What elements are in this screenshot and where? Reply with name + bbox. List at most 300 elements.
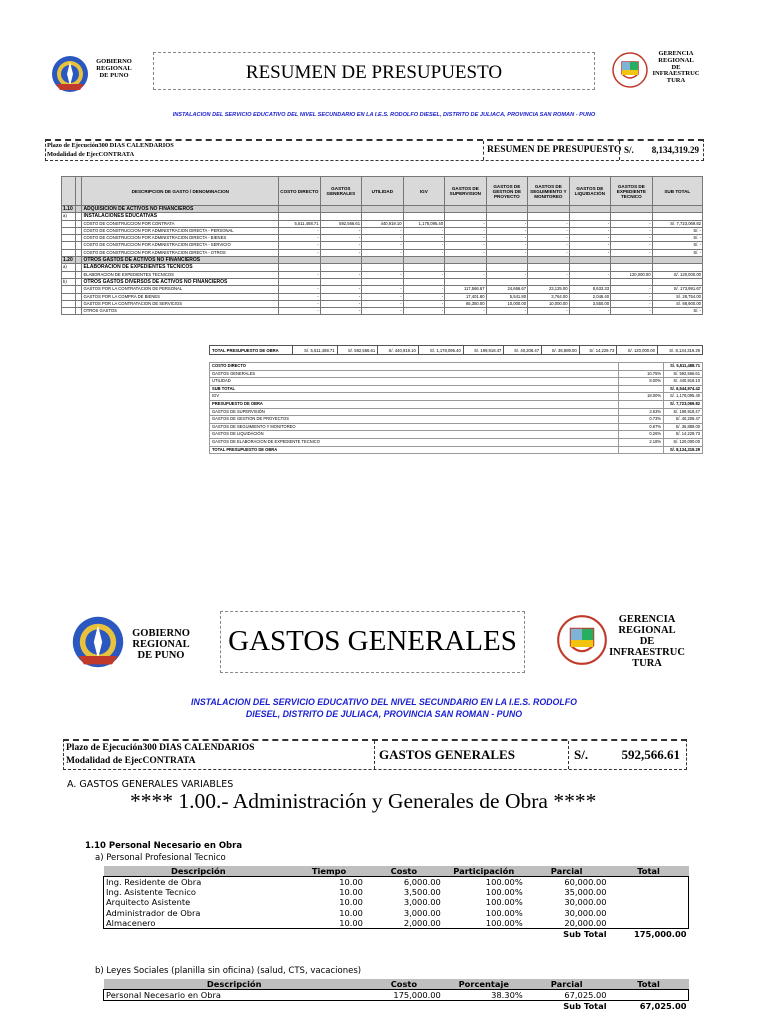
- row-value: [320, 278, 362, 285]
- row-value: -: [569, 271, 611, 278]
- row-value: -: [569, 249, 611, 256]
- summary-row: [210, 423, 703, 431]
- row-value: [279, 206, 321, 213]
- table-cell: 100.00%: [485, 887, 523, 898]
- row-value: S/. 173,991.67: [652, 286, 702, 293]
- summary-value: S/. 5,511,488.71: [664, 363, 703, 371]
- table-cell: Administrador de Obra: [106, 907, 201, 918]
- row-value: [652, 206, 702, 213]
- summary-pct: [619, 446, 664, 454]
- row-desc: COSTO DE CONSTRUCCION POR ADMINISTRACION DIRECTA - OTROS: [82, 249, 279, 256]
- col-header: COSTO DIRECTO: [279, 177, 321, 206]
- summary-label: GASTOS DE GESTION DE PROYECTOS: [210, 416, 619, 424]
- total-value: S/. 1,178,095.40: [418, 346, 463, 355]
- summary-row: [210, 363, 703, 371]
- row-value: [611, 213, 653, 220]
- summary-row: [210, 385, 703, 393]
- row-code: [62, 308, 76, 315]
- row-value: [569, 213, 611, 220]
- table-cell: 10.00: [339, 877, 363, 887]
- row-value: [528, 213, 570, 220]
- row-value: -: [528, 308, 570, 315]
- row-value: -: [279, 308, 321, 315]
- row-desc: GASTOS POR LA CONTRATACION DE SERVICIOS: [82, 300, 279, 307]
- row-value: [486, 213, 528, 220]
- ger-line: INFRAESTRUC: [652, 70, 700, 78]
- row-value: [611, 264, 653, 271]
- gastos-label: GASTOS GENERALES: [379, 747, 515, 762]
- table-cell: Arquitecto Asistente: [106, 897, 191, 908]
- ger-line: GERENCIA: [618, 614, 676, 625]
- row-code: a): [62, 264, 76, 271]
- col-header: GASTOS DE LIQUIDACIÓN: [569, 177, 611, 206]
- summary-value: S/. 7,723,069.82: [664, 400, 703, 408]
- subtotal-value: 175,000.00: [609, 929, 689, 940]
- table-cell: 10.00: [339, 907, 363, 918]
- row-value: 24,666.67: [486, 286, 528, 293]
- row-value: 440,919.10: [362, 220, 404, 227]
- row-value: 1,178,095.40: [403, 220, 445, 227]
- row-desc: COSTO DE CONSTRUCCION POR CONTRATA: [82, 220, 279, 227]
- summary-row: [210, 446, 703, 454]
- row-value: [320, 206, 362, 213]
- gob-line: REGIONAL: [96, 64, 132, 72]
- col-header: Costo: [365, 866, 443, 877]
- row-value: -: [279, 242, 321, 249]
- row-value: [320, 213, 362, 220]
- row-value: 65,350.00: [445, 300, 487, 307]
- row-value: -: [528, 249, 570, 256]
- row-value: [362, 206, 404, 213]
- col-header: IGV: [403, 177, 445, 206]
- row-value: [652, 264, 702, 271]
- summary-value: S/. 199,918.47: [664, 408, 703, 416]
- summary-value: S/. 440,919.10: [664, 378, 703, 386]
- row-value: -: [362, 293, 404, 300]
- row-value: -: [362, 308, 404, 315]
- row-value: 5,511,488.71: [279, 220, 321, 227]
- summary-value: S/. 40,208.47: [664, 416, 703, 424]
- summary-pct: [619, 385, 664, 393]
- table-cell: [609, 897, 689, 907]
- gob-line: DE PUNO: [137, 650, 185, 662]
- page2-title: GASTOS GENERALES: [228, 625, 517, 657]
- summary-row: [210, 370, 703, 378]
- row-value: S/. -: [652, 249, 702, 256]
- summary-label: GASTOS GENERALES: [210, 370, 619, 378]
- budget-row: [62, 213, 703, 220]
- summary-label: UTILIDAD: [210, 378, 619, 386]
- total-value: S/. 592,566.61: [337, 346, 378, 355]
- ger-line: INFRAESTRUC: [609, 647, 685, 659]
- row-value: S/. -: [652, 235, 702, 242]
- row-value: [486, 257, 528, 264]
- summary-value: S/. 14,229.73: [664, 431, 703, 439]
- row-value: 592,566.61: [320, 220, 362, 227]
- row-code: [62, 242, 76, 249]
- budget-row: [62, 235, 703, 242]
- gob-line: GOBIERNO: [96, 58, 132, 65]
- table-cell: 35,000.00: [564, 887, 607, 898]
- table-row: [104, 918, 689, 929]
- row-value: [403, 213, 445, 220]
- budget-table: [61, 176, 703, 315]
- row-value: -: [611, 300, 653, 307]
- col-header: Descripción: [104, 866, 294, 877]
- row-value: -: [486, 249, 528, 256]
- row-desc: GASTOS POR LA CONTRATACION DE PERSONAL: [82, 286, 279, 293]
- summary-label: GASTOS DE SUPERVISIÓN: [210, 408, 619, 416]
- row-code: a): [62, 213, 76, 220]
- row-value: [320, 257, 362, 264]
- row-desc: GASTOS POR LA COMPRA DE BIENES: [82, 293, 279, 300]
- col-header: GASTOS DE SUPERVISION: [445, 177, 487, 206]
- row-value: -: [611, 249, 653, 256]
- col-header: GASTOS DE EXPEDIENTE TECNICO: [611, 177, 653, 206]
- col-header: Total: [609, 979, 689, 990]
- row-value: [362, 264, 404, 271]
- summary-label: GASTOS DE ELABORACION DE EXPEDIENTE TECNICO: [210, 438, 619, 446]
- page2-plazo-box: [63, 739, 687, 770]
- row-value: [279, 278, 321, 285]
- row-value: [528, 278, 570, 285]
- row-value: -: [403, 308, 445, 315]
- row-value: -: [279, 271, 321, 278]
- page2-title-box: [220, 611, 525, 673]
- row-desc: COSTO DE CONSTRUCCION POR ADMINISTRACION DIRECTA - BIENES: [82, 235, 279, 242]
- row-value: -: [362, 227, 404, 234]
- budget-row: [62, 220, 703, 227]
- gobierno-logo-text: [88, 59, 140, 79]
- table-cell: 38.30%: [491, 990, 523, 1000]
- row-value: [445, 213, 487, 220]
- subtotal-value: 67,025.00: [609, 1001, 689, 1012]
- summary-pct: 3.63%: [619, 408, 664, 416]
- total-value: S/. 8,134,319.29: [657, 346, 702, 355]
- summary-table: [209, 362, 703, 454]
- table-cell: 100.00%: [485, 917, 523, 928]
- page1-project-title: INSTALACION DEL SERVICIO EDUCATIVO DEL NIVEL SECUNDARIO EN LA I.E.S. RODOLFO DIESEL, DISTRITO DE JULIACA, PROVINCIA SAN ROMAN - PUNO: [172, 112, 596, 118]
- row-value: -: [320, 293, 362, 300]
- row-value: [569, 206, 611, 213]
- row-desc: INSTALACIONES EDUCATIVAS: [82, 213, 279, 220]
- summary-label: IGV: [210, 393, 619, 401]
- summary-pct: 0.26%: [619, 431, 664, 439]
- gob-line: DE PUNO: [99, 71, 129, 79]
- row-value: [652, 213, 702, 220]
- col-header: Total: [609, 866, 689, 877]
- table-row: [104, 908, 689, 918]
- row-value: S/. 120,000.00: [652, 271, 702, 278]
- row-value: [486, 264, 528, 271]
- row-value: -: [486, 242, 528, 249]
- table-cell: 10.00: [339, 887, 363, 898]
- col-header: Porcentaje: [443, 979, 525, 990]
- row-value: -: [403, 235, 445, 242]
- summary-label: TOTAL PRESUPUESTO DE OBRA: [210, 446, 619, 454]
- row-value: -: [362, 271, 404, 278]
- row-value: -: [362, 300, 404, 307]
- row-value: -: [569, 235, 611, 242]
- row-code: 1.20: [62, 257, 76, 264]
- row-value: -: [320, 300, 362, 307]
- row-value: -: [611, 235, 653, 242]
- row-value: -: [320, 308, 362, 315]
- row-value: [528, 257, 570, 264]
- summary-pct: 8.00%: [619, 378, 664, 386]
- col-header: UTILIDAD: [362, 177, 404, 206]
- box-divider-3: [374, 741, 375, 769]
- table-cell: [609, 877, 689, 888]
- row-value: -: [611, 227, 653, 234]
- gerencia-logo-text: [647, 51, 705, 85]
- budget-row: [62, 293, 703, 300]
- ger-line: DE: [639, 636, 655, 648]
- row-value: -: [279, 300, 321, 307]
- table-cell: Personal Necesario en Obra: [106, 990, 222, 1000]
- row-value: [362, 278, 404, 285]
- table-cell: 67,025.00: [564, 990, 607, 1000]
- budget-row: [62, 271, 703, 278]
- summary-row: [210, 378, 703, 386]
- row-value: -: [486, 220, 528, 227]
- total-value: S/. 440,919.10: [378, 346, 419, 355]
- row-desc: OTROS GASTOS DIVERSOS DE ACTIVOS NO FINANCIEROS: [82, 278, 279, 285]
- row-value: [528, 264, 570, 271]
- table-cell: [609, 887, 689, 897]
- summary-label: PRESUPUESTO DE OBRA: [210, 400, 619, 408]
- row-value: -: [320, 271, 362, 278]
- row-value: [279, 257, 321, 264]
- col-header: Parcial: [525, 979, 609, 990]
- row-value: [445, 264, 487, 271]
- gerencia-logo-text-2: [607, 614, 687, 669]
- summary-value: S/. 592,566.61: [664, 370, 703, 378]
- total-value: S/. 14,229.73: [579, 346, 617, 355]
- row-value: -: [611, 220, 653, 227]
- row-value: [569, 278, 611, 285]
- table-cell: [609, 908, 689, 918]
- table-cell: Ing. Asistente Tecnico: [106, 887, 197, 898]
- summary-row: [210, 393, 703, 401]
- row-value: [362, 257, 404, 264]
- row-value: -: [486, 235, 528, 242]
- row-value: 2,046.40: [569, 293, 611, 300]
- summary-label: COSTO DIRECTO: [210, 363, 619, 371]
- col-header: Participación: [443, 866, 525, 877]
- summary-value: S/. 36,889.00: [664, 423, 703, 431]
- box-divider-1: [483, 141, 484, 160]
- row-value: -: [279, 249, 321, 256]
- table-b-header: [104, 979, 689, 990]
- sub-a-label: a) Personal Profesional Tecnico: [95, 853, 226, 863]
- table-cell: 10.00: [339, 917, 363, 928]
- row-value: [611, 206, 653, 213]
- row-value: -: [403, 242, 445, 249]
- subtotal-label: Sub Total: [525, 1001, 609, 1012]
- row-value: -: [320, 249, 362, 256]
- row-value: S/. 28,754.00: [652, 293, 702, 300]
- table-cell: 30,000.00: [564, 897, 607, 908]
- col-header: GASTOS DE SEGUIMIENTO Y MONITOREO: [528, 177, 570, 206]
- row-value: -: [362, 235, 404, 242]
- ger-line: TURA: [666, 77, 686, 85]
- resumen-label: RESUMEN DE PRESUPUESTO: [487, 145, 622, 155]
- row-value: -: [445, 308, 487, 315]
- summary-pct: [619, 400, 664, 408]
- row-value: S/. 88,900.00: [652, 300, 702, 307]
- summary-row: [210, 438, 703, 446]
- table-cell: 100.00%: [485, 907, 523, 918]
- resumen-total: 8,134,319.29: [651, 145, 699, 155]
- row-value: -: [611, 242, 653, 249]
- row-value: [445, 257, 487, 264]
- row-value: -: [528, 220, 570, 227]
- row-value: -: [403, 249, 445, 256]
- page1-plazo-box: [45, 139, 704, 161]
- table-cell: 2,000.00: [403, 917, 441, 928]
- row-value: S/. -: [652, 242, 702, 249]
- subtotal-label: Sub Total: [525, 929, 609, 940]
- gastos-total: 592,566.61: [621, 747, 680, 762]
- ger-line: REGIONAL: [658, 56, 694, 64]
- total-value: S/. 199,918.47: [463, 346, 504, 355]
- row-value: -: [403, 300, 445, 307]
- table-cell: 100.00%: [485, 877, 523, 887]
- table-a-header: [104, 866, 689, 877]
- table-row: [104, 990, 689, 1001]
- ger-line: REGIONAL: [618, 625, 676, 637]
- row-value: S/. -: [652, 308, 702, 315]
- summary-row: [210, 431, 703, 439]
- total-label: TOTAL PRESUPUESTO DE OBRA: [210, 346, 293, 355]
- col-header: Costo: [365, 979, 443, 990]
- budget-row: [62, 286, 703, 293]
- summary-value: S/. 6,544,974.42: [664, 385, 703, 393]
- table-cell: 10.00: [339, 897, 363, 908]
- row-value: 10,000.00: [486, 300, 528, 307]
- summary-pct: 2.18%: [619, 438, 664, 446]
- row-desc: ELABORACION DE EXPEDIENTES TECNICOS: [82, 264, 279, 271]
- row-value: -: [528, 227, 570, 234]
- row-code: [62, 300, 76, 307]
- personal-tecnico-table: [103, 866, 689, 939]
- row-value: -: [279, 235, 321, 242]
- summary-value: S/. 8,134,319.29: [664, 446, 703, 454]
- row-value: 117,566.67: [445, 286, 487, 293]
- table-row: [104, 887, 689, 897]
- table-b-subtotal: [104, 1001, 689, 1012]
- row-desc: ADQUISICION DE ACTIVOS NO FINANCIEROS: [82, 206, 279, 213]
- sub-110-label: 1.10 Personal Necesario en Obra: [85, 841, 243, 851]
- row-value: -: [362, 249, 404, 256]
- row-code: [62, 293, 76, 300]
- table-cell: Ing. Residente de Obra: [106, 877, 202, 887]
- row-value: -: [611, 308, 653, 315]
- section-a-label: A. GASTOS GENERALES VARIABLES: [67, 779, 234, 790]
- total-presupuesto-row: [209, 345, 703, 355]
- row-value: [528, 206, 570, 213]
- row-value: -: [445, 235, 487, 242]
- budget-row: [62, 242, 703, 249]
- row-value: -: [403, 271, 445, 278]
- summary-row: [210, 408, 703, 416]
- row-code: [62, 286, 76, 293]
- summary-pct: [619, 363, 664, 371]
- table-cell: [609, 990, 689, 1001]
- row-code: 1.10: [62, 206, 76, 213]
- row-value: [362, 213, 404, 220]
- peru-shield-icon-2: [555, 612, 609, 668]
- row-value: -: [486, 308, 528, 315]
- row-value: -: [320, 235, 362, 242]
- row-code: [62, 249, 76, 256]
- gobierno-regional-logo: [50, 54, 90, 94]
- row-value: -: [486, 227, 528, 234]
- row-value: S/. 7,723,069.82: [652, 220, 702, 227]
- row-value: [279, 213, 321, 220]
- table-cell: 6,000.00: [403, 877, 441, 887]
- budget-row: [62, 264, 703, 271]
- box-divider-2: [619, 141, 620, 160]
- sub-b-label: b) Leyes Sociales (planilla sin oficina) (salud, CTS, vacaciones): [95, 966, 362, 976]
- page2-project-line1: INSTALACION DEL SERVICIO EDUCATIVO DEL NIVEL SECUNDARIO EN LA I.E.S. RODOLFO: [191, 697, 577, 707]
- row-value: -: [528, 235, 570, 242]
- row-value: [279, 264, 321, 271]
- summary-label: SUB TOTAL: [210, 385, 619, 393]
- row-value: -: [279, 286, 321, 293]
- page2-project-line2: DIESEL, DISTRITO DE JULIACA, PROVINCIA SAN ROMAN - PUNO: [245, 709, 523, 719]
- gobierno-regional-logo-2: [70, 614, 126, 670]
- table-cell: 3,000.00: [403, 897, 441, 908]
- row-value: -: [569, 227, 611, 234]
- row-value: 3,550.00: [569, 300, 611, 307]
- col-header: SUB TOTAL: [652, 177, 702, 206]
- summary-row: [210, 400, 703, 408]
- col-header: DESCRIPCION DE GASTO / DENOMINACION: [82, 177, 279, 206]
- plazo-text: Plazo de Ejecución300 DIAS CALENDARIOS: [47, 142, 174, 149]
- row-value: -: [445, 242, 487, 249]
- currency-label: S/.: [624, 145, 634, 155]
- peru-shield-icon: [611, 50, 649, 90]
- table-cell: 3,500.00: [403, 887, 441, 898]
- row-value: -: [445, 220, 487, 227]
- row-value: -: [320, 286, 362, 293]
- col-header: GASTOS GENERALES: [320, 177, 362, 206]
- budget-row: [62, 278, 703, 285]
- row-value: -: [569, 242, 611, 249]
- row-value: [403, 206, 445, 213]
- row-value: [445, 278, 487, 285]
- row-value: -: [528, 242, 570, 249]
- row-value: 17,401.80: [445, 293, 487, 300]
- page1-title-box: [153, 52, 595, 90]
- box-divider-4: [568, 741, 569, 769]
- gobierno-logo-text-2: [126, 628, 196, 661]
- row-code: [62, 227, 76, 234]
- table-cell: Almacenero: [106, 917, 156, 928]
- plazo-text-2: Plazo de Ejecución300 DIAS CALENDARIOS: [66, 743, 255, 753]
- col-header: Descripción: [104, 979, 365, 990]
- total-value: S/. 120,000.00: [617, 346, 658, 355]
- ger-line: DE: [671, 63, 681, 71]
- budget-row: [62, 227, 703, 234]
- row-desc: COSTO DE CONSTRUCCION POR ADMINISTRACION DIRECTA - SERVICIO: [82, 242, 279, 249]
- total-value: S/. 40,208.47: [504, 346, 542, 355]
- col-header: Parcial: [525, 866, 609, 877]
- table-cell: 30,000.00: [564, 907, 607, 918]
- row-desc: OTROS GASTOS: [82, 308, 279, 315]
